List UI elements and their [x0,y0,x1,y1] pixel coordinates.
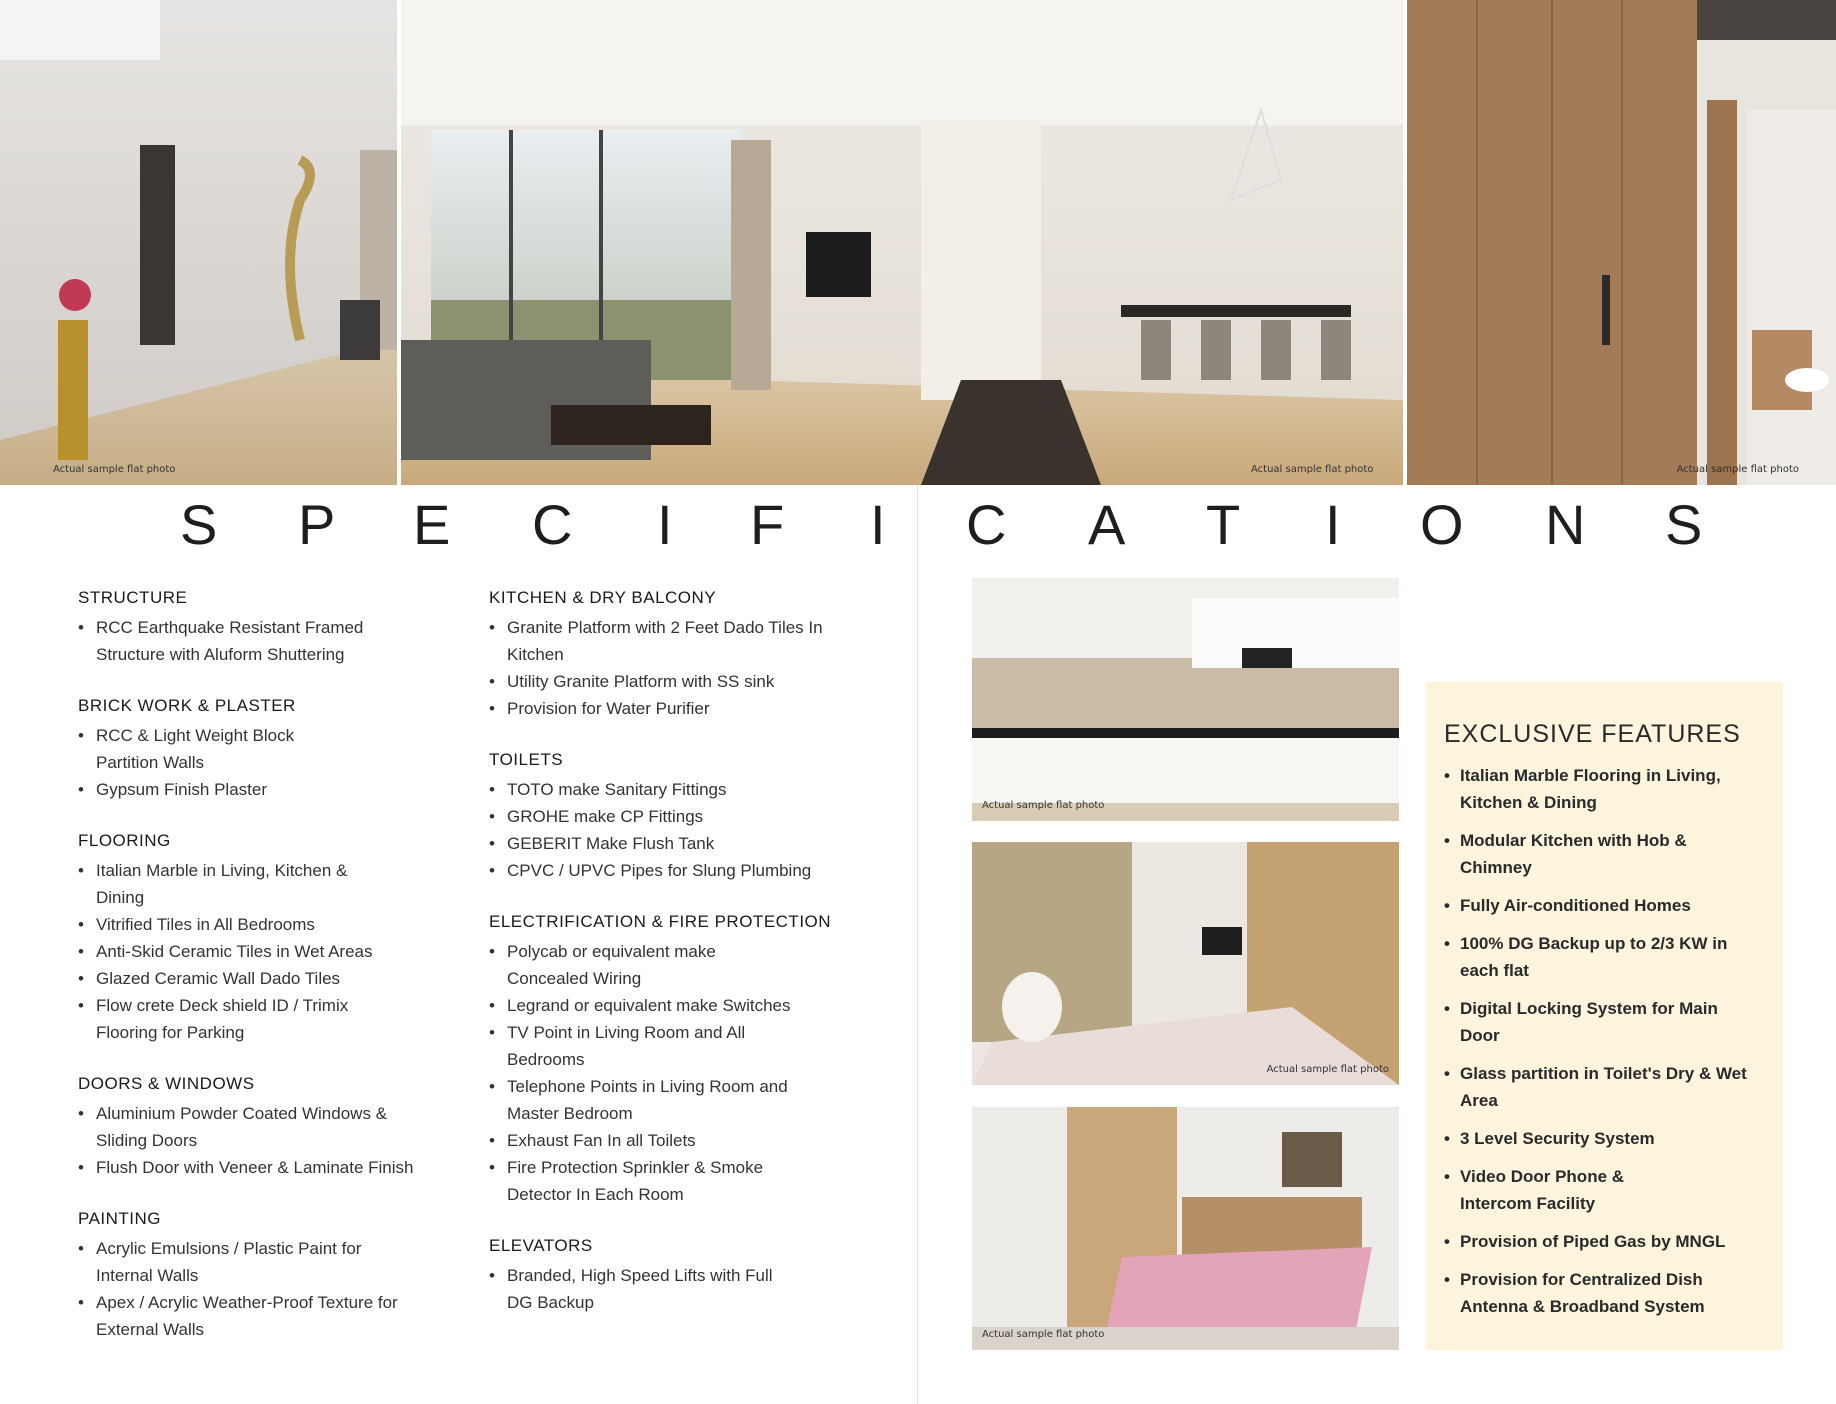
spec-section-flooring [78,831,458,1046]
photo-living-dining [401,0,1403,485]
feature-item: • Glass partition in Toilet's Dry & Wet Area [1444,1060,1770,1114]
spec-section-elevators [489,1236,889,1316]
feature-item: • Digital Locking System for Main Door [1444,995,1730,1049]
spec-section-electrification [489,912,889,1208]
spec-item: • Anti-Skid Ceramic Tiles in Wet Areas [78,938,458,965]
spec-item: • Branded, High Speed Lifts with Full DG Backup [489,1262,787,1316]
page-title [0,492,1836,562]
spec-item: • CPVC / UPVC Pipes for Slung Plumbing [489,857,889,884]
feature-item: • Fully Air-conditioned Homes [1444,892,1774,919]
spec-item: • Italian Marble in Living, Kitchen & Dining [78,857,396,911]
exclusive-features-title: EXCLUSIVE FEATURES [1444,720,1741,748]
spec-item: • RCC Earthquake Resistant Framed Structure with Aluform Shuttering [78,614,396,668]
spec-item: • Glazed Ceramic Wall Dado Tiles [78,965,458,992]
photo-kitchen [972,578,1399,821]
caption-living: Actual sample flat photo [1251,464,1374,475]
spec-item: • Gypsum Finish Plaster [78,776,458,803]
photo-bedroom-2 [972,1107,1399,1350]
spec-heading: KITCHEN & DRY BALCONY [489,588,717,607]
spec-item: • Telephone Points in Living Room and Master Bedroom [489,1073,837,1127]
title-letter: C [966,493,1007,556]
spec-item: • Flow crete Deck shield ID / Trimix Flooring for Parking [78,992,406,1046]
spec-item: • GEBERIT Make Flush Tank [489,830,889,857]
title-letter: A [1088,493,1126,556]
spec-item: • Aluminium Powder Coated Windows & Sliding Doors [78,1100,426,1154]
spec-section-doors-windows [78,1074,458,1181]
spec-item: • Exhaust Fan In all Toilets [489,1127,889,1154]
feature-item: • Modular Kitchen with Hob & Chimney [1444,827,1730,881]
spec-item: • Legrand or equivalent make Switches [489,992,889,1019]
photo-bedroom-1 [972,842,1399,1085]
spec-heading: ELECTRIFICATION & FIRE PROTECTION [489,912,832,931]
title-letter: C [532,493,573,556]
title-letter: I [1325,493,1341,556]
spec-heading: DOORS & WINDOWS [78,1074,255,1093]
spec-section-painting [78,1209,458,1343]
title-letter: N [1545,493,1586,556]
spec-item: • TV Point in Living Room and All Bedrooms [489,1019,767,1073]
spec-section-structure [78,588,458,668]
spec-item: • RCC & Light Weight Block Partition Walls [78,722,346,776]
spec-item: • Polycab or equivalent make Concealed Wiring [489,938,777,992]
feature-item: • Italian Marble Flooring in Living, Kitchen & Dining [1444,762,1774,816]
spec-item: • Flush Door with Veneer & Laminate Finish [78,1154,476,1181]
title-letter: P [298,493,336,556]
spec-heading: STRUCTURE [78,588,188,607]
spec-item: • Fire Protection Sprinkler & Smoke Detector In Each Room [489,1154,797,1208]
spec-heading: PAINTING [78,1209,162,1228]
spec-heading: FLOORING [78,831,171,850]
spec-item: • TOTO make Sanitary Fittings [489,776,889,803]
spec-section-toilets [489,750,889,884]
spread-divider [917,485,918,1404]
spec-item: • Vitrified Tiles in All Bedrooms [78,911,458,938]
title-letter: S [1665,493,1703,556]
bedroom-2-illustration [972,1107,1399,1350]
feature-item: • Provision for Centralized Dish Antenna & Broadband System [1444,1266,1760,1320]
wardrobe-illustration [1407,0,1836,485]
feature-item: • Video Door Phone & Intercom Facility [1444,1163,1700,1217]
title-letter: S [180,493,218,556]
spec-heading: TOILETS [489,750,564,769]
spec-section-kitchen [489,588,889,722]
title-letter: I [657,493,673,556]
spec-section-brickwork [78,696,458,803]
exclusive-features-list [1444,762,1774,1331]
caption-bedroom-2: Actual sample flat photo [982,1329,1105,1340]
caption-hallway: Actual sample flat photo [53,464,176,475]
title-letter: F [750,493,785,556]
spec-item: • Utility Granite Platform with SS sink [489,668,889,695]
hallway-illustration [0,0,397,485]
spec-heading: BRICK WORK & PLASTER [78,696,296,715]
caption-kitchen: Actual sample flat photo [982,800,1105,811]
spec-item: • Granite Platform with 2 Feet Dado Tiles In Kitchen [489,614,867,668]
spec-heading: ELEVATORS [489,1236,593,1255]
specs-column-left [78,588,458,1371]
feature-item: • Provision of Piped Gas by MNGL [1444,1228,1774,1255]
photo-hallway [0,0,397,485]
title-letter: O [1420,493,1464,556]
title-letter: I [870,493,886,556]
living-room-illustration [401,0,1403,485]
spec-item: • Apex / Acrylic Weather-Proof Texture for External Walls [78,1289,436,1343]
title-letter: E [413,493,451,556]
caption-bedroom-1: Actual sample flat photo [1266,1064,1389,1075]
title-letter: T [1206,493,1241,556]
spec-item: • Provision for Water Purifier [489,695,889,722]
exclusive-features-panel [1426,682,1783,1350]
caption-wardrobe: Actual sample flat photo [1676,464,1799,475]
feature-item: • 100% DG Backup up to 2/3 KW in each flat [1444,930,1770,984]
spec-item: • GROHE make CP Fittings [489,803,889,830]
bedroom-illustration [972,842,1399,1085]
kitchen-illustration [972,578,1399,821]
photo-wardrobe-bath [1407,0,1836,485]
specs-column-middle [489,588,889,1344]
spec-item: • Acrylic Emulsions / Plastic Paint for Internal Walls [78,1235,416,1289]
feature-item: • 3 Level Security System [1444,1125,1774,1152]
